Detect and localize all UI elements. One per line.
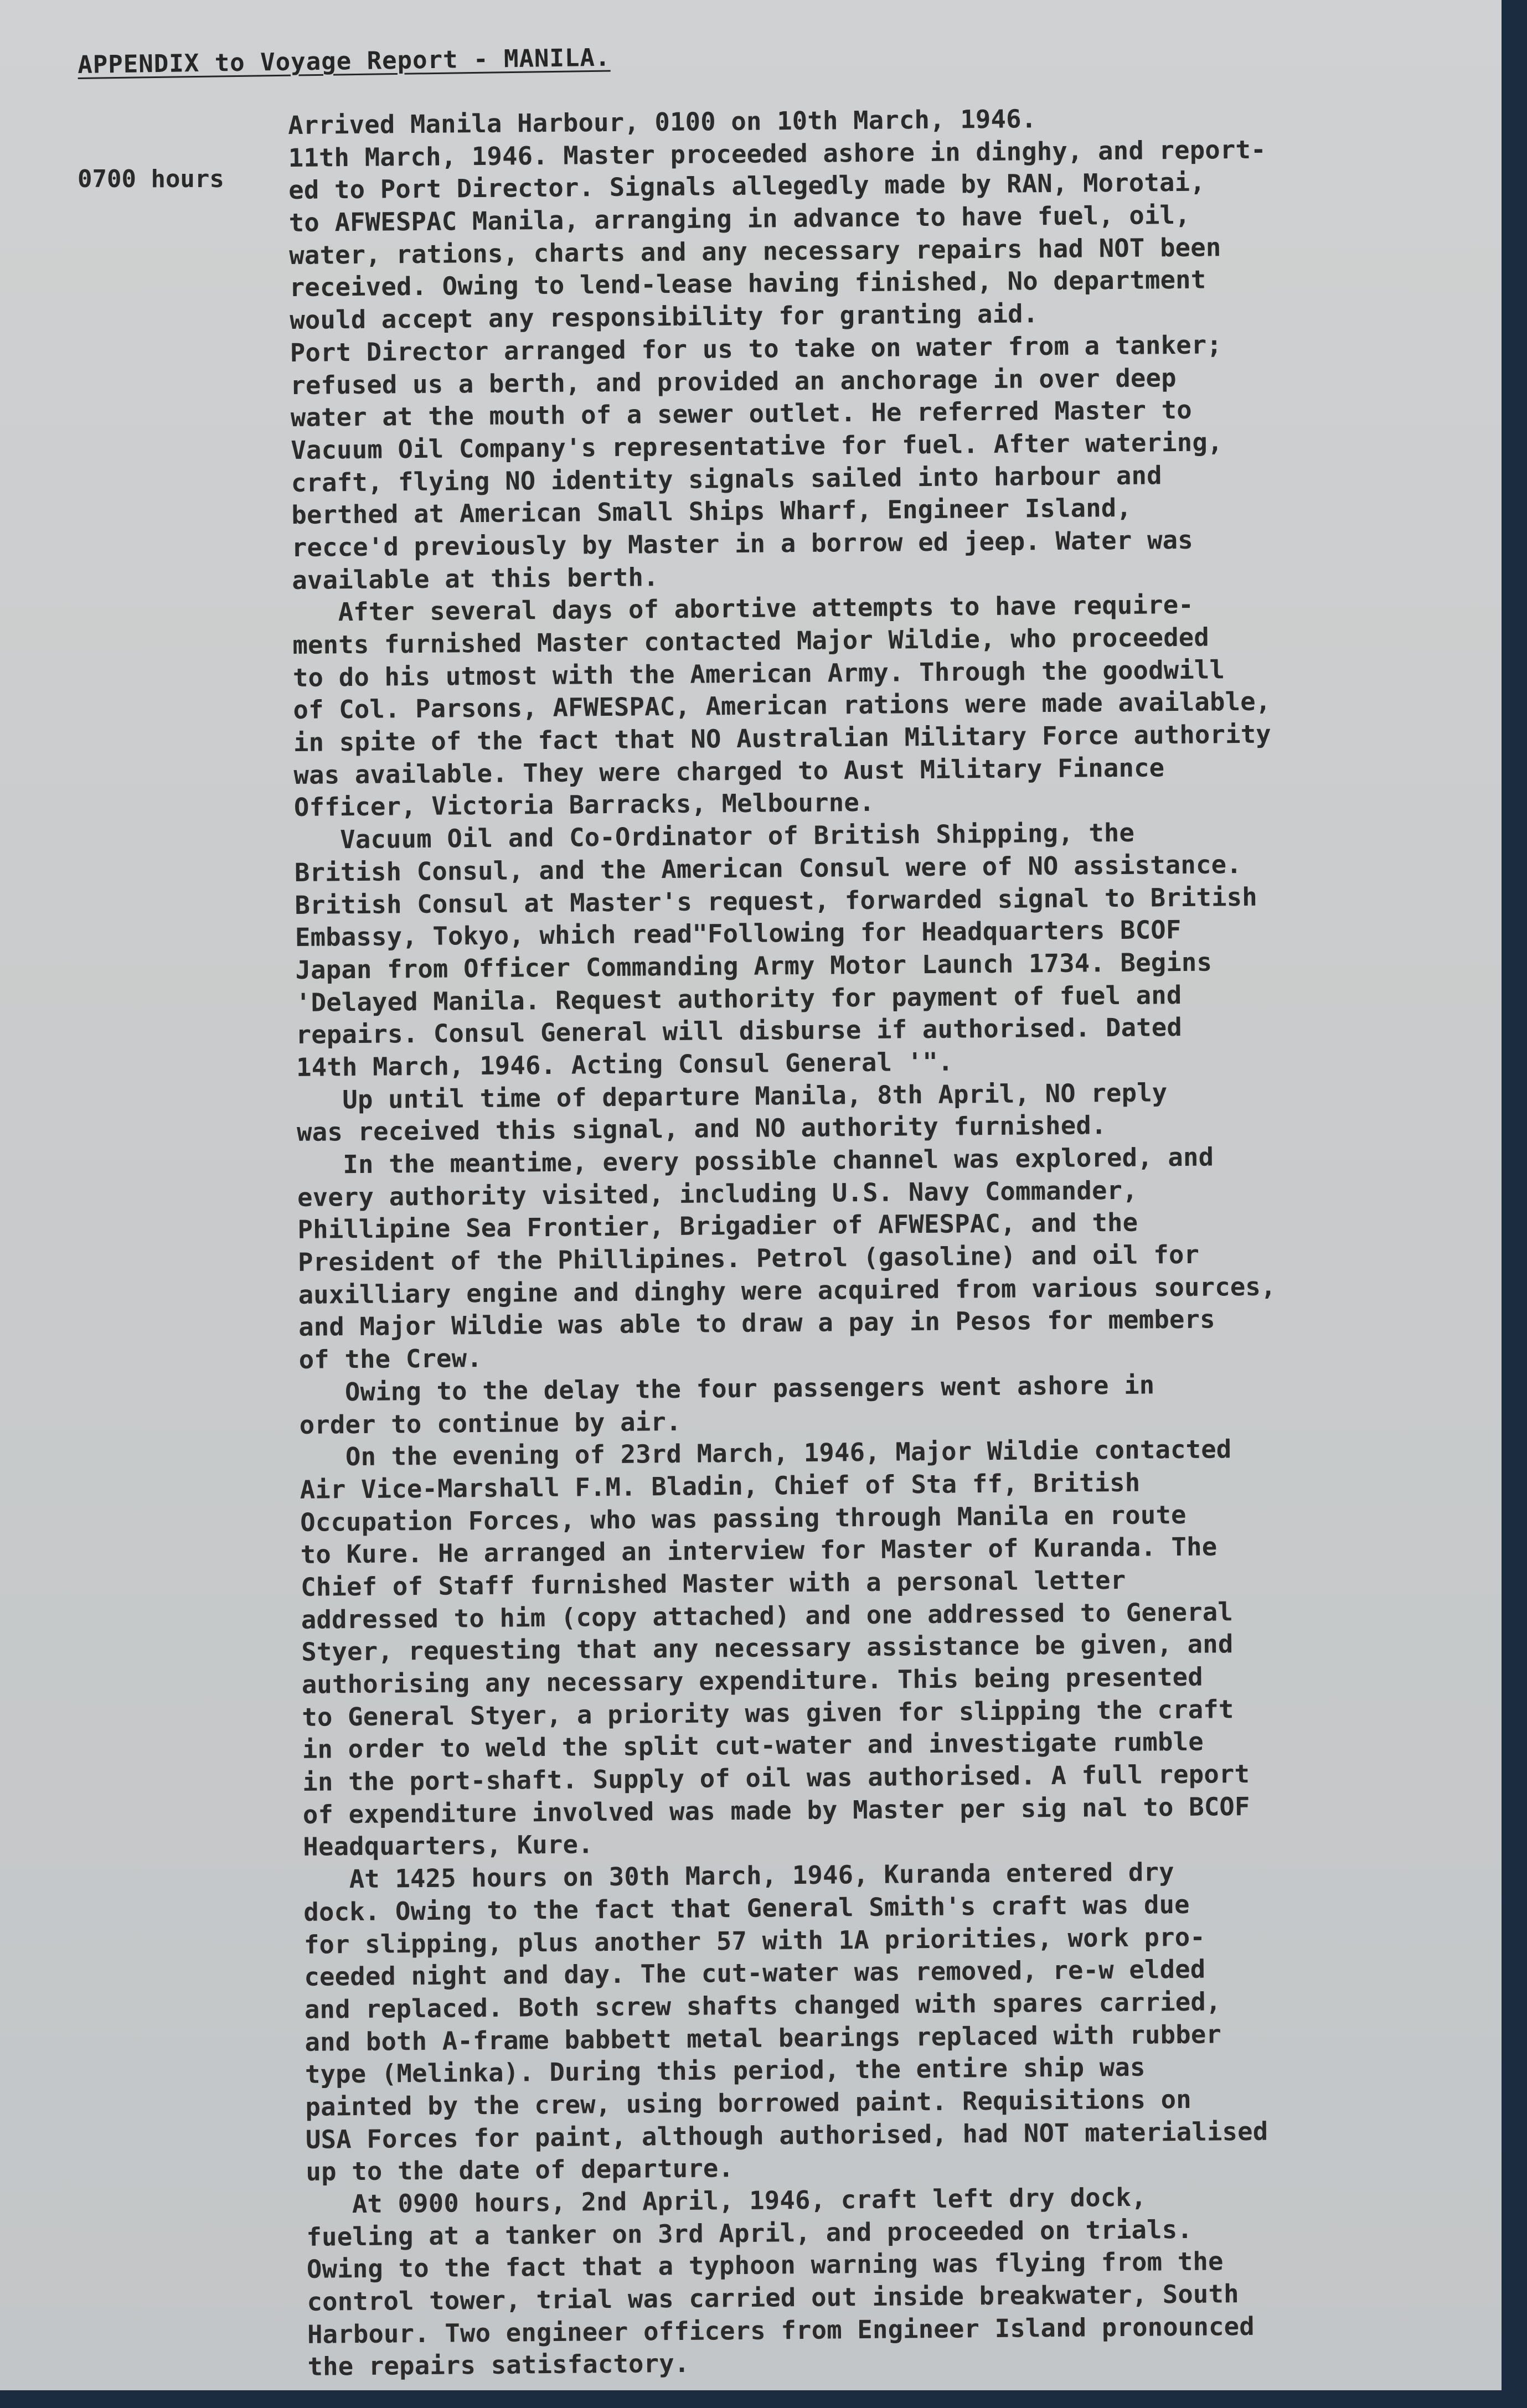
text-line: Headquarters, Kure.: [303, 1830, 594, 1862]
text-line: and replaced. Both screw shafts changed with spares carried,: [304, 1987, 1221, 2024]
text-line: authorising any necessary expenditure. This being presented: [301, 1662, 1204, 1699]
text-line: Chief of Staff furnished Master with a personal letter: [301, 1565, 1126, 1602]
text-line: of Col. Parsons, AFWESPAC, American rations were made available,: [293, 686, 1271, 725]
text-line: order to continue by air.: [299, 1407, 682, 1440]
text-line: Vacuum Oil and Co-Ordinator of British Shipping, the: [294, 818, 1135, 855]
text-line: refused us a berth, and provided an anchorage in over deep: [290, 363, 1177, 400]
text-line: was received this signal, and NO authority furnished.: [296, 1110, 1107, 1148]
text-line: Styer, requesting that any necessary assistance be given, and: [301, 1629, 1234, 1667]
text-line: control tower, trial was carried out inside breakwater, South: [307, 2279, 1239, 2317]
text-line: Phillipine Sea Frontier, Brigadier of AFWESPAC, and the: [297, 1208, 1138, 1245]
text-line: Port Director arranged for us to take on water from a tanker;: [290, 330, 1222, 368]
text-line: Vacuum Oil Company's representative for fuel. After watering,: [291, 427, 1223, 465]
margin-time-note: 0700 hours: [78, 165, 224, 193]
text-line: to AFWESPAC Manila, arranging in advance to have fuel, oil,: [288, 200, 1190, 238]
text-line: Embassy, Tokyo, which read"Following for Headquarters BCOF: [295, 915, 1182, 953]
text-line: every authority visited, including U.S. Navy Commander,: [297, 1175, 1138, 1212]
text-line: At 1425 hours on 30th March, 1946, Kuranda entered dry: [303, 1857, 1174, 1895]
text-line: ceeded night and day. The cut-water was removed, re-w elded: [304, 1954, 1206, 1992]
text-line: British Consul, and the American Consul were of NO assistance.: [294, 849, 1242, 887]
text-line: received. Owing to lend-lease having finished, No department: [289, 265, 1206, 303]
text-line: craft, flying NO identity signals sailed into harbour and: [291, 460, 1162, 498]
text-line: repairs. Consul General will disburse if authorised. Dated: [296, 1012, 1183, 1050]
text-line: Owing to the fact that a typhoon warning was flying from the: [306, 2246, 1224, 2285]
background-edge-bottom: [0, 2390, 1527, 2408]
text-line: berthed at American Small Ships Wharf, Engineer Island,: [291, 493, 1132, 530]
text-line: in spite of the fact that NO Australian Military Force authority: [293, 719, 1272, 758]
text-line: in the port-shaft. Supply of oil was authorised. A full report: [302, 1759, 1250, 1797]
text-line: to do his utmost with the American Army. Through the goodwill: [292, 654, 1225, 693]
text-line: Harbour. Two engineer officers from Engineer Island pronounced: [307, 2311, 1255, 2349]
text-line: ments furnished Master contacted Major Wildie, who proceeded: [292, 622, 1210, 660]
text-line: in order to weld the split cut-water and investigate rumble: [302, 1727, 1204, 1765]
text-line: type (Melinka). During this period, the entire ship was: [305, 2052, 1146, 2090]
text-line: Arrived Manila Harbour, 0100 on 10th March, 1946.: [288, 104, 1037, 140]
text-line: ed to Port Director. Signals allegedly made by RAN, Morotai,: [288, 167, 1206, 205]
text-line: Up until time of departure Manila, 8th April, NO reply: [296, 1077, 1168, 1115]
text-line: After several days of abortive attempts to have require-: [292, 590, 1194, 628]
text-line: painted by the crew, using borrowed paint. Requisitions on: [305, 2084, 1192, 2122]
text-line: In the meantime, every possible channel was explored, and: [297, 1142, 1214, 1180]
text-line: up to the date of departure.: [306, 2153, 734, 2187]
text-line: and Major Wildie was able to draw a pay in Pesos for members: [298, 1304, 1215, 1342]
text-line: On the evening of 23rd March, 1946, Major Wildie contacted: [300, 1434, 1232, 1472]
text-line: President of the Phillipines. Petrol (gasoline) and oil for: [297, 1239, 1200, 1277]
text-line: Air Vice-Marshall F.M. Bladin, Chief of Sta ff, British: [300, 1467, 1141, 1505]
text-line: water at the mouth of a sewer outlet. He referred Master to: [290, 395, 1193, 433]
text-line: and both A-frame babbett metal bearings replaced with rubber: [305, 2019, 1222, 2057]
document-heading: APPENDIX to Voyage Report - MANILA.: [78, 43, 611, 79]
text-line: dock. Owing to the fact that General Smith's craft was due: [303, 1889, 1190, 1927]
text-line: to Kure. He arranged an interview for Master of Kuranda. The: [300, 1532, 1218, 1570]
background-edge-right: [1502, 0, 1527, 2408]
text-line: USA Forces for paint, although authorised, had NOT materialised: [305, 2116, 1268, 2154]
text-line: Officer, Victoria Barracks, Melbourne.: [293, 788, 875, 823]
text-line: Owing to the delay the four passengers went ashore in: [298, 1370, 1155, 1407]
text-line: addressed to him (copy attached) and one addressed to General: [301, 1596, 1234, 1635]
text-line: recce'd previously by Master in a borrow ed jeep. Water was: [291, 525, 1194, 562]
text-line: At 0900 hours, 2nd April, 1946, craft left dry dock,: [306, 2182, 1147, 2219]
text-line: 14th March, 1946. Acting Consul General '".: [296, 1047, 953, 1082]
text-line: water, rations, charts and any necessary repairs had NOT been: [289, 232, 1221, 270]
text-line: the repairs satisfactory.: [307, 2349, 690, 2382]
document-body: [288, 99, 1504, 2384]
text-line: of expenditure involved was made by Master per sig nal to BCOF: [302, 1791, 1250, 1830]
text-line: fueling at a tanker on 3rd April, and proceeded on trials.: [306, 2214, 1193, 2252]
text-line: 11th March, 1946. Master proceeded ashore in dinghy, and report-: [288, 135, 1266, 173]
text-line: Japan from Officer Commanding Army Motor Launch 1734. Begins: [295, 947, 1213, 985]
text-line: British Consul at Master's request, forwarded signal to British: [295, 882, 1258, 920]
text-line: 'Delayed Manila. Request authority for payment of fuel and: [295, 980, 1182, 1017]
text-line: was available. They were charged to Aust Military Finance: [293, 752, 1165, 790]
text-line: to General Styer, a priority was given for slipping the craft: [302, 1694, 1234, 1732]
text-line: auxilliary engine and dinghy were acquired from various sources,: [298, 1272, 1276, 1310]
text-line: Occupation Forces, who was passing through Manila en route: [300, 1500, 1186, 1537]
text-line: would accept any responsibility for granting aid.: [290, 299, 1039, 335]
text-line: for slipping, plus another 57 with 1A priorities, work pro-: [303, 1922, 1206, 1960]
text-line: available at this berth.: [292, 562, 659, 595]
text-line: of the Crew.: [298, 1343, 483, 1375]
